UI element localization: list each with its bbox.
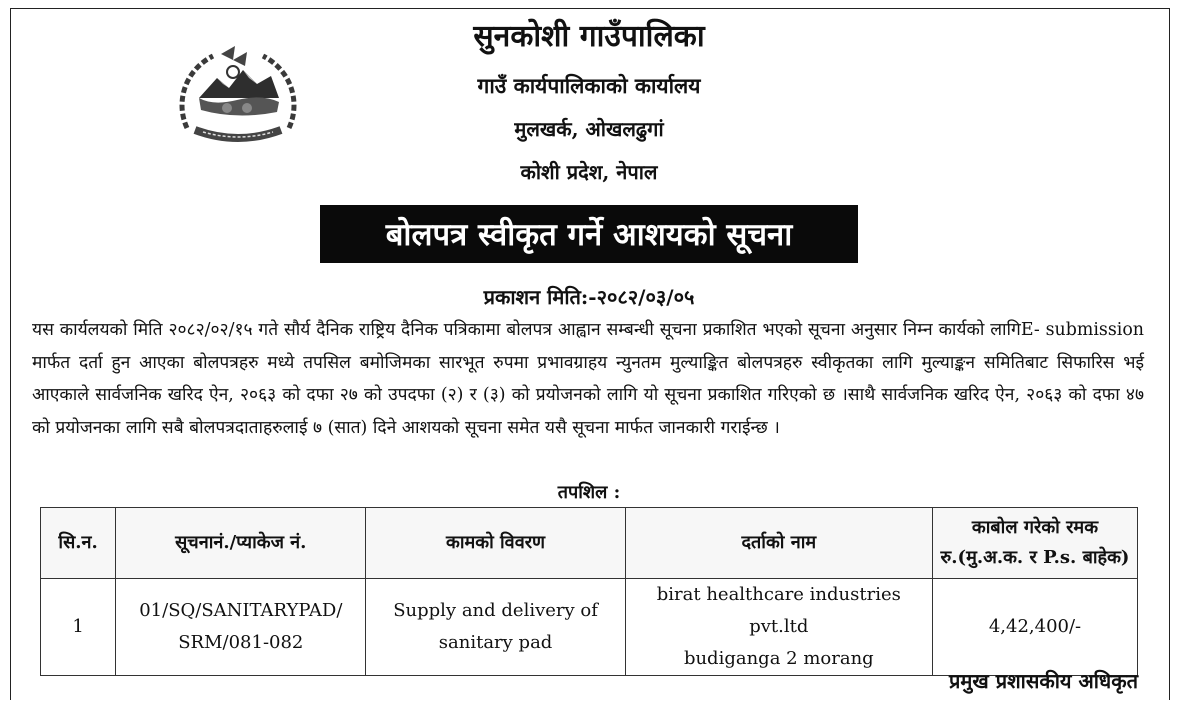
header-amount <box>932 508 1137 579</box>
notice-title: बोलपत्र स्वीकृत गर्ने आशयको सूचना <box>320 205 858 263</box>
header-work-description: कामको विवरण <box>366 508 625 579</box>
header-registrant: दर्ताको नाम <box>625 508 932 579</box>
cell-registrant-line1: birat healthcare industries pvt.ltd <box>656 584 901 637</box>
cell-sn: 1 <box>41 579 116 676</box>
cell-registrant <box>625 579 932 676</box>
cell-work-line2: sanitary pad <box>438 632 553 653</box>
award-table <box>40 507 1138 676</box>
cell-registrant-line2: budiganga 2 morang <box>683 648 874 669</box>
cell-amount: 4,42,400/- <box>932 579 1137 676</box>
header-amount-line1: काबोल गरेको रमक <box>971 517 1099 538</box>
table-header-row <box>41 508 1138 579</box>
publication-date: प्रकाशन मिति:-२०८२/०३/०५ <box>483 285 695 309</box>
cell-work <box>366 579 625 676</box>
header-sn: सि.न. <box>41 508 116 579</box>
signatory-title: प्रमुख प्रशासकीय अधिकृत <box>949 669 1138 693</box>
cell-package <box>116 579 366 676</box>
organization-name: सुनकोशी गाउँपालिका <box>473 19 705 54</box>
office-name: गाउँ कार्यपालिकाको कार्यालय <box>477 73 701 98</box>
office-location: मुलखर्क, ओखलढुगां <box>514 117 664 141</box>
cell-work-line1: Supply and delivery of <box>393 600 598 621</box>
province-country: कोशी प्रदेश, नेपाल <box>520 160 658 184</box>
header-notice-package: सूचनानं./प्याकेज नं. <box>116 508 366 579</box>
table-row <box>41 579 1138 676</box>
cell-package-line2: SRM/081-082 <box>178 632 304 653</box>
notice-body: यस कार्यलयको मिति २०८२/०२/१५ गते सौर्य दैनिक राष्ट्रिय दैनिक पत्रिकामा बोलपत्र आह्वान सम्बन्धी सूचना प्रकाशित भएको सूचना अनुसार निम्न कार्यको लागिE- submission मार्फत दर्ता हुन आएका बोलपत्रहरु मध्ये तपसिल बमोजिमका सारभूत रुपमा प्रभावग्राहय न्युनतम मुल्याङ्कित बोलपत्रहरु स्वीकृतका लागि मुल्याङ्कन समितिबाट सिफारिस भई आएकाले सार्वजनिक खरिद ऐन, २०६३ को दफा २७ को उपदफा (२) र (३) को प्रयोजनको लागि यो सूचना प्रकाशित गरिएको छ ।साथै सार्वजनिक खरिद ऐन, २०६३ को दफा ४७ को प्रयोजनका लागि सबै बोलपत्रदाताहरुलाई ७ (सात) दिने आशयको सूचना समेत यसै सूचना मार्फत जानकारी गराईन्छ । <box>32 320 1144 438</box>
cell-package-line1: 01/SQ/SANITARYPAD/ <box>139 600 343 621</box>
header-amount-line2: रु.(मु.अ.क. र P.s. बाहेक) <box>940 547 1130 568</box>
schedule-title: तपशिल : <box>557 482 621 503</box>
